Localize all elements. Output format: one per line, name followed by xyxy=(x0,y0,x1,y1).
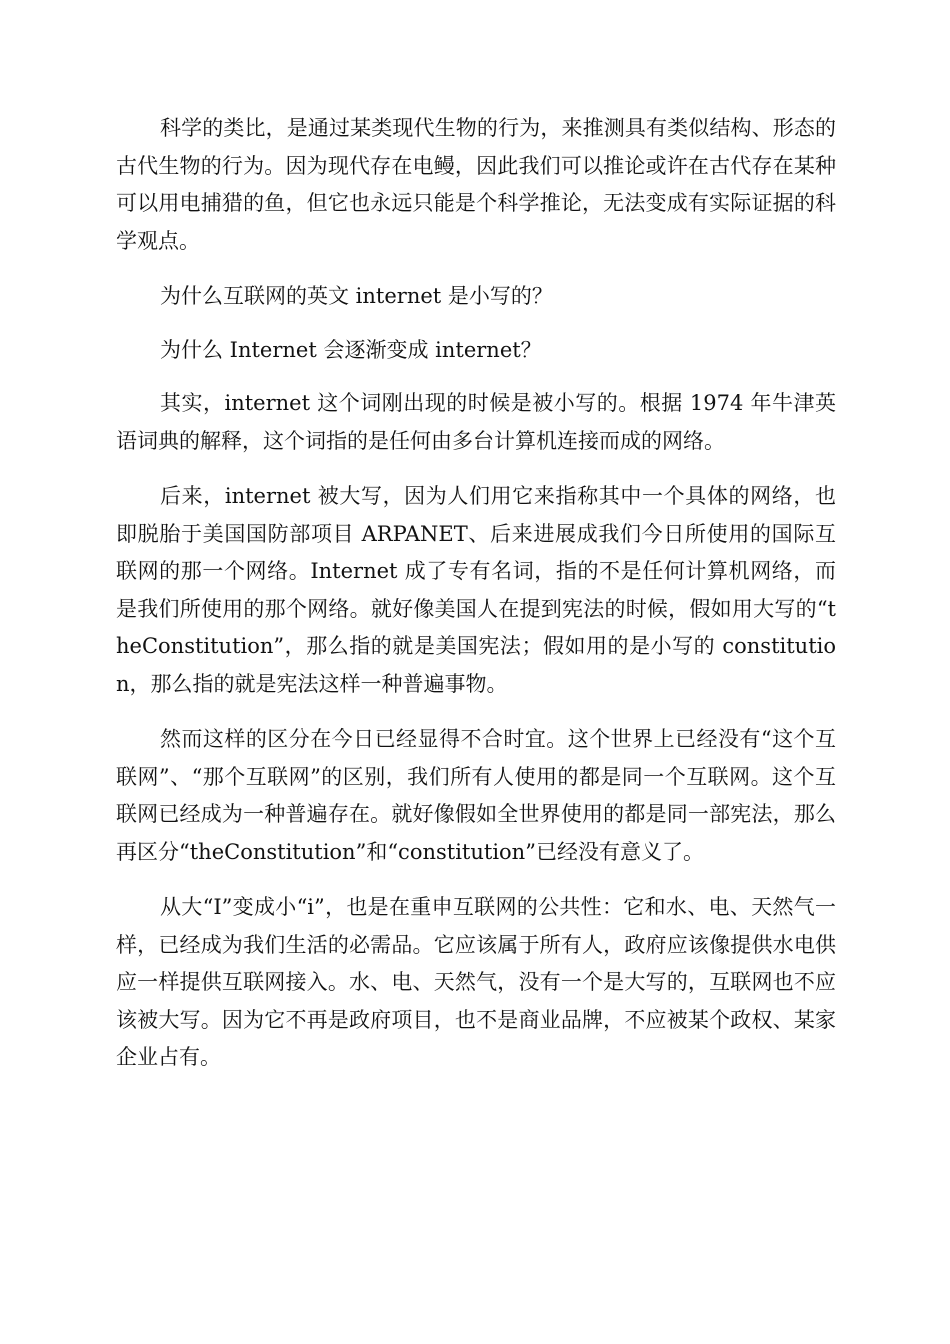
paragraph-5: 后来，internet 被大写，因为人们用它来指称其中一个具体的网络，也即脱胎于美国国防部项目 ARPANET、后来进展成我们今日所使用的国际互联网的那一个网络。Internet 成了专有名词，指的不是任何计算机网络，而是我们所使用的那个网络。就好像美国人在提到宪法的时候，假如用大写的“theConstitution”，那么指的就是美国宪法；假如用的是小写的 constitution，那么指的就是宪法这样一种普遍事物。 xyxy=(116,484,836,696)
paragraph-1: 科学的类比，是通过某类现代生物的行为，来推测具有类似结构、形态的古代生物的行为。因为现代存在电鳗，因此我们可以推论或许在古代存在某种可以用电捕猎的鱼，但它也永远只能是个科学推论，无法变成有实际证据的科学观点。 xyxy=(116,116,836,253)
paragraph-3: 为什么 Internet 会逐渐变成 internet？ xyxy=(160,337,542,362)
paragraph-6: 然而这样的区分在今日已经显得不合时宜。这个世界上已经没有“这个互联网”、“那个互联网”的区别，我们所有人使用的都是同一个互联网。这个互联网已经成为一种普遍存在。就好像假如全世界使用的都是同一部宪法，那么再区分“theConstitution”和“constitution”已经没有意义了。 xyxy=(116,727,836,864)
paragraph-4: 其实，internet 这个词刚出现的时候是被小写的。根据 1974 年牛津英语词典的解释，这个词指的是任何由多台计算机连接而成的网络。 xyxy=(116,391,836,453)
paragraph-7: 从大“I”变成小“i”，也是在重申互联网的公共性：它和水、电、天然气一样，已经成为我们生活的必需品。它应该属于所有人，政府应该像提供水电供应一样提供互联网接入。水、电、天然气，没有一个是大写的，互联网也不应该被大写。因为它不再是政府项目，也不是商业品牌，不应被某个政权、某家企业占有。 xyxy=(116,895,836,1069)
paragraph-2: 为什么互联网的英文 internet 是小写的？ xyxy=(160,284,553,308)
document-body xyxy=(116,110,836,1095)
